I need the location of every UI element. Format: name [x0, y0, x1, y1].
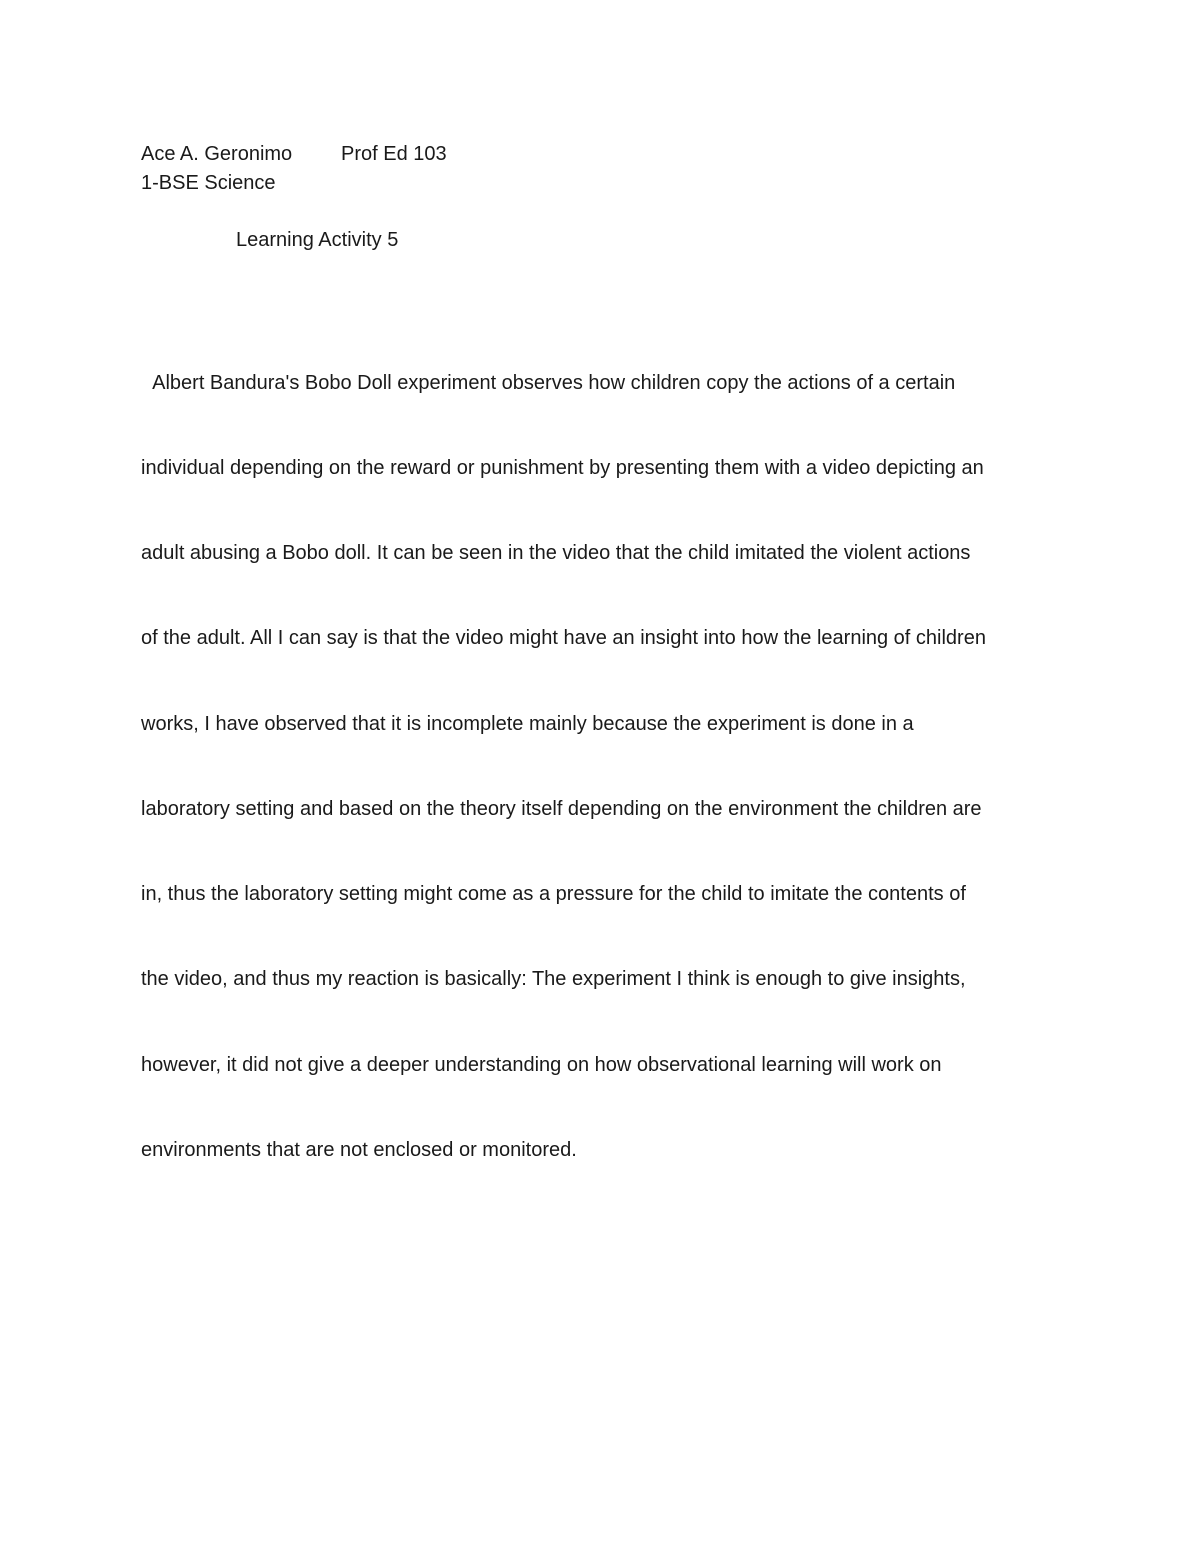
course-code: Prof Ed 103 [341, 143, 447, 165]
body-paragraph [141, 312, 1071, 1221]
body-line: adult abusing a Bobo doll. It can be seen in the video that the child imitated the violent actions [141, 542, 971, 565]
header-author-course-line [141, 140, 447, 168]
body-line: Albert Bandura's Bobo Doll experiment observes how children copy the actions of a certain [141, 371, 956, 394]
body-line: laboratory setting and based on the theory itself depending on the environment the children are [141, 797, 982, 820]
body-line: environments that are not enclosed or monitored. [141, 1138, 577, 1161]
body-line: of the adult. All I can say is that the video might have an insight into how the learning of children [141, 627, 986, 650]
body-line: however, it did not give a deeper understanding on how observational learning will work on [141, 1053, 942, 1076]
activity-title: Learning Activity 5 [236, 229, 399, 251]
body-line: the video, and thus my reaction is basically: The experiment I think is enough to give insights, [141, 968, 966, 991]
body-line: individual depending on the reward or punishment by presenting them with a video depicting an [141, 457, 984, 480]
author-name: Ace A. Geronimo [141, 143, 293, 165]
body-line: works, I have observed that it is incomplete mainly because the experiment is done in a [141, 712, 914, 735]
section-line: 1-BSE Science [141, 172, 276, 194]
body-line: in, thus the laboratory setting might come as a pressure for the child to imitate the contents of [141, 883, 966, 906]
